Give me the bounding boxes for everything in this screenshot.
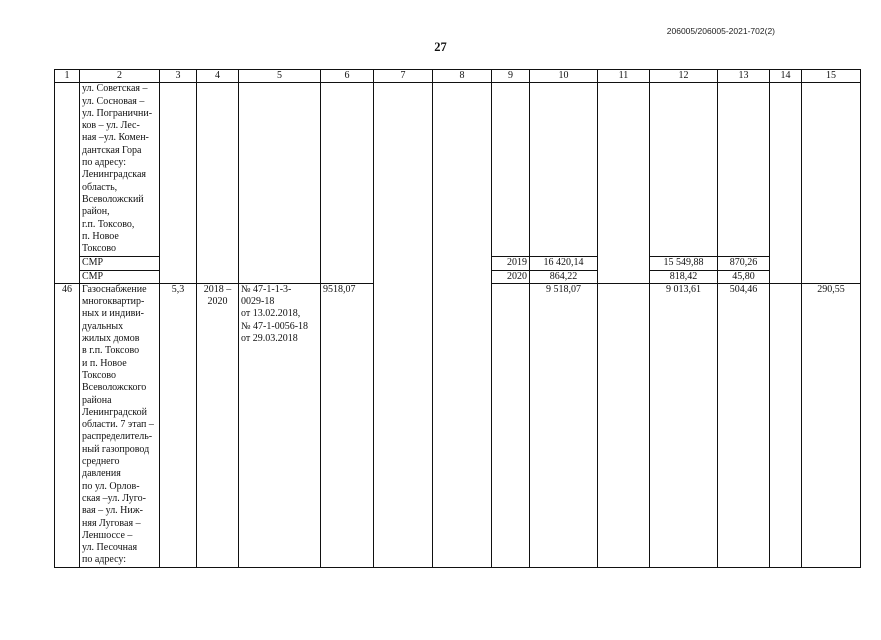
table-cell bbox=[492, 283, 530, 567]
year-cell: 2020 bbox=[492, 270, 530, 283]
table-cell bbox=[374, 83, 433, 568]
row-number-cell: 46 bbox=[55, 283, 80, 567]
column-number: 7 bbox=[374, 70, 433, 83]
table-cell bbox=[321, 83, 374, 284]
table-cell bbox=[239, 83, 321, 284]
value-cell: 9 518,07 bbox=[530, 283, 598, 567]
smr-label: СМР bbox=[80, 270, 160, 283]
value-cell: 818,42 bbox=[650, 270, 718, 283]
column-number: 8 bbox=[433, 70, 492, 83]
table-cell bbox=[802, 83, 861, 284]
table-cell bbox=[650, 83, 718, 257]
value-cell: 864,22 bbox=[530, 270, 598, 283]
table-cell bbox=[492, 83, 530, 257]
value-cell: 9 013,61 bbox=[650, 283, 718, 567]
object-name-cell: ул. Советская – ул. Сосновая – ул. Погранични- ков – ул. Лес- ная –ул. Комен- дантская Гора по адресу: Ленинградская область, Всеволожский район, г.п. Токсово, п. Новое Токсово bbox=[80, 83, 160, 257]
table-cell bbox=[197, 83, 239, 284]
table-cell bbox=[770, 283, 802, 567]
value-cell: 45,80 bbox=[718, 270, 770, 283]
column-number: 12 bbox=[650, 70, 718, 83]
object-name-cell: Газоснабжение многоквартир- ных и индиви- дуальных жилых домов в г.п. Токсово и п. Новое Токсово Всеволожского района Ленинградской области. 7 этап – распределитель- ный газопровод среднего давления по ул. Орлов- ская –ул. Луго- вая – ул. Ниж- няя Луговая – Леншоссе – ул. Песочная по адресу: bbox=[80, 283, 160, 567]
year-cell: 2019 bbox=[492, 257, 530, 270]
column-number: 2 bbox=[80, 70, 160, 83]
table-row-continued bbox=[55, 83, 861, 257]
table-cell bbox=[530, 83, 598, 257]
value-cell: 16 420,14 bbox=[530, 257, 598, 270]
column-number: 10 bbox=[530, 70, 598, 83]
column-number: 5 bbox=[239, 70, 321, 83]
value-cell: 870,26 bbox=[718, 257, 770, 270]
length-cell: 5,3 bbox=[160, 283, 197, 567]
column-number: 14 bbox=[770, 70, 802, 83]
column-number: 6 bbox=[321, 70, 374, 83]
value-cell: 504,46 bbox=[718, 283, 770, 567]
table-cell bbox=[55, 83, 80, 284]
table-cell bbox=[160, 83, 197, 284]
table-cell bbox=[770, 83, 802, 284]
column-number-row bbox=[55, 70, 861, 83]
data-table bbox=[54, 69, 861, 568]
column-number: 11 bbox=[598, 70, 650, 83]
value-cell: 9518,07 bbox=[321, 283, 374, 567]
page-number: 27 bbox=[434, 40, 447, 54]
value-cell: 15 549,88 bbox=[650, 257, 718, 270]
table-cell bbox=[598, 283, 650, 567]
column-number: 4 bbox=[197, 70, 239, 83]
value-cell: 290,55 bbox=[802, 283, 861, 567]
table-cell bbox=[598, 83, 650, 284]
document-number: 206005/206005-2021-702(2) bbox=[666, 26, 775, 36]
column-number: 15 bbox=[802, 70, 861, 83]
table-cell bbox=[433, 83, 492, 568]
expertise-cell: № 47-1-1-3- 0029-18 от 13.02.2018, № 47-1-0056-18 от 29.03.2018 bbox=[239, 283, 321, 567]
smr-label: СМР bbox=[80, 257, 160, 270]
table-cell bbox=[718, 83, 770, 257]
column-number: 3 bbox=[160, 70, 197, 83]
column-number: 13 bbox=[718, 70, 770, 83]
period-cell: 2018 – 2020 bbox=[197, 283, 239, 567]
column-number: 1 bbox=[55, 70, 80, 83]
column-number: 9 bbox=[492, 70, 530, 83]
